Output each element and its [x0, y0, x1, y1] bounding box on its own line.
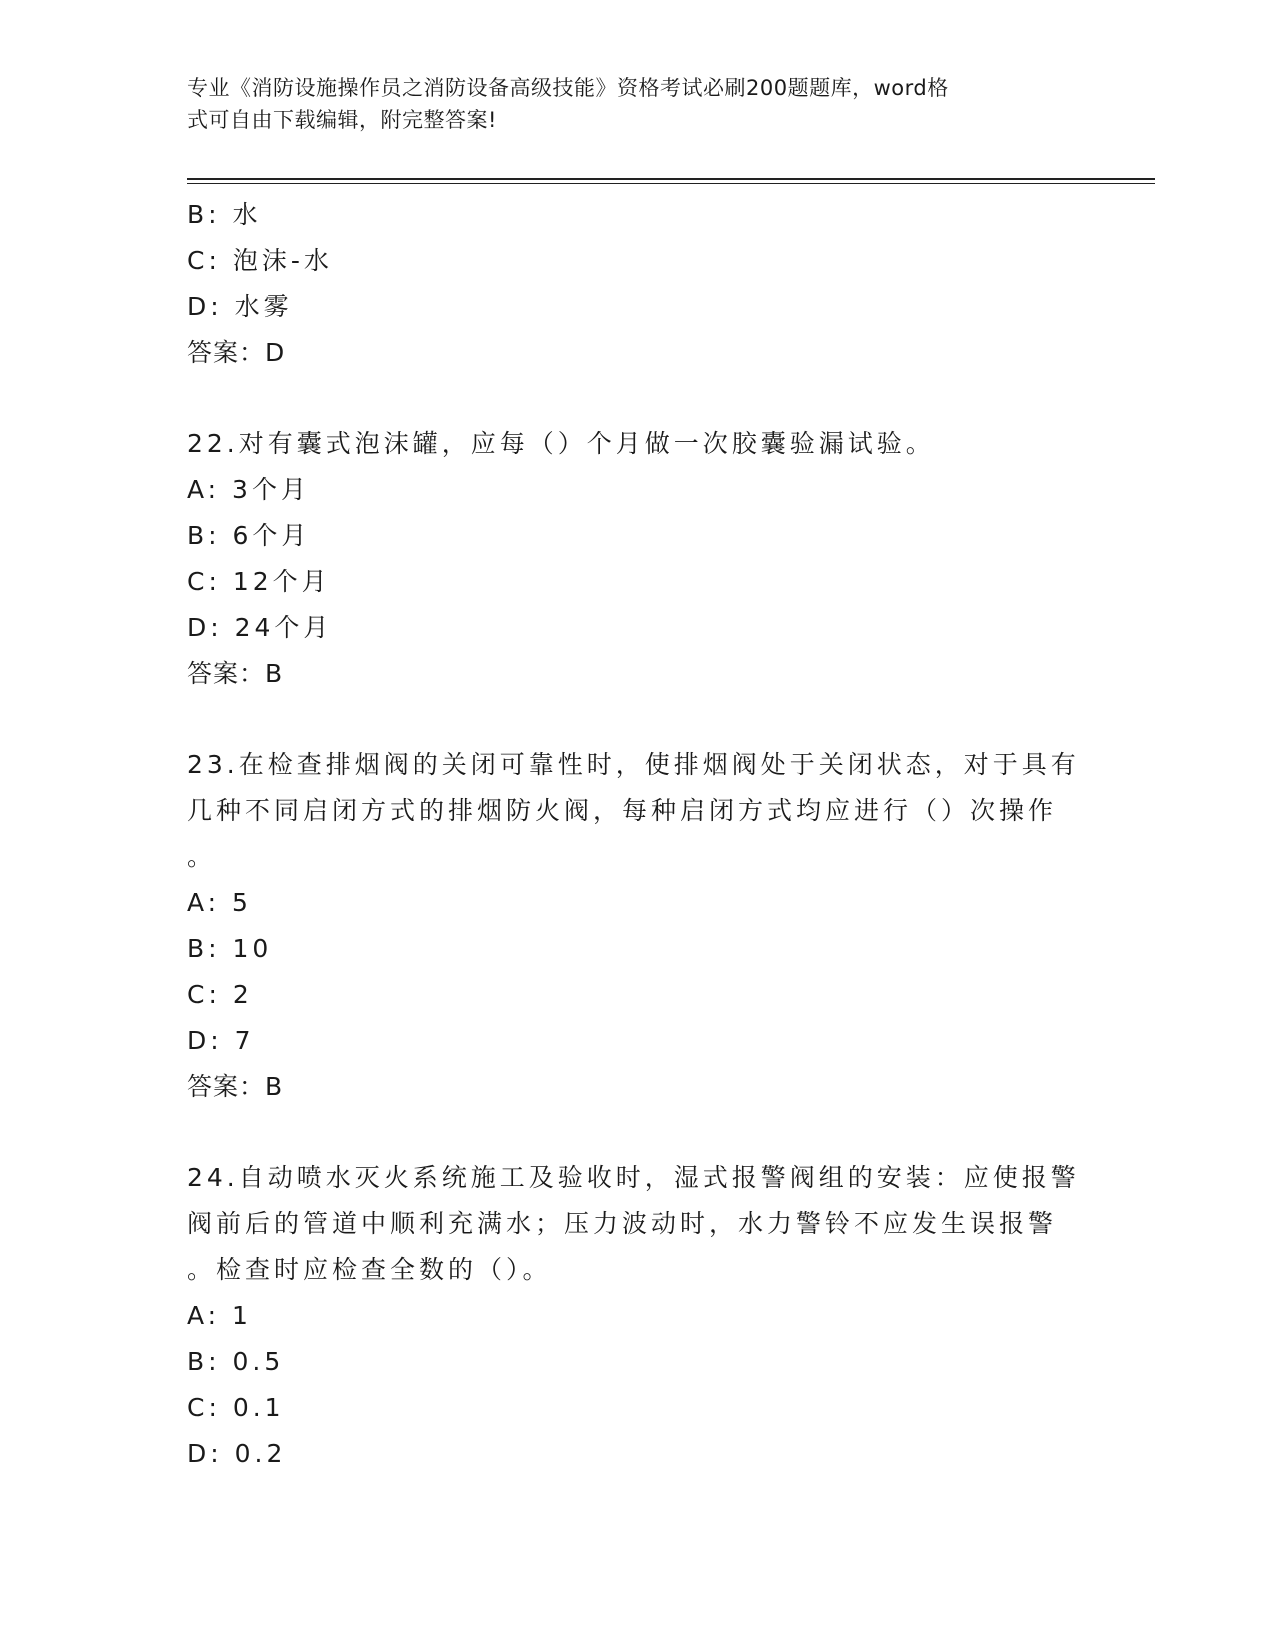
option-d: D: 24个月	[187, 613, 333, 642]
option-d: D: 水雾	[187, 292, 293, 321]
header-rule-thick	[187, 178, 1155, 180]
option-b: B: 0.5	[187, 1347, 285, 1376]
question-text-line-1: 24.自动喷水灭火系统施工及验收时，湿式报警阀组的安装：应使报警	[187, 1163, 1080, 1192]
option-c: C: 0.1	[187, 1393, 285, 1422]
option-d: D: 7	[187, 1026, 255, 1055]
option-b: B: 10	[187, 934, 273, 963]
option-d: D: 0.2	[187, 1439, 287, 1468]
option-b: B: 6个月	[187, 521, 311, 550]
question-23	[187, 742, 1087, 1110]
question-text-line-3: 。检查时应检查全数的（）。	[187, 1255, 552, 1284]
question-text-line-2: 几种不同启闭方式的排烟防火阀，每种启闭方式均应进行（）次操作	[187, 796, 1058, 825]
header-line-1: 专业《消防设施操作员之消防设备高级技能》资格考试必刷200题题库，word格	[187, 76, 949, 100]
option-c: C: 12个月	[187, 567, 331, 596]
option-a: A: 1	[187, 1301, 252, 1330]
answer-label: 答案：D	[187, 338, 286, 367]
question-text-line-3: 。	[187, 842, 217, 871]
option-b: B: 水	[187, 200, 262, 229]
header-rule-thin	[187, 183, 1155, 184]
question-list	[187, 192, 1087, 1477]
document-header	[187, 72, 1067, 136]
spacer	[187, 376, 1087, 421]
option-a: A: 5	[187, 888, 252, 917]
question-22	[187, 421, 1087, 697]
option-c: C: 2	[187, 980, 253, 1009]
question-21-continued	[187, 192, 1087, 376]
answer-label: 答案：B	[187, 1072, 284, 1101]
question-text-line-2: 阀前后的管道中顺利充满水；压力波动时，水力警铃不应发生误报警	[187, 1209, 1058, 1238]
question-text-line-1: 23.在检查排烟阀的关闭可靠性时，使排烟阀处于关闭状态，对于具有	[187, 750, 1080, 779]
question-text: 22.对有囊式泡沫罐，应每（）个月做一次胶囊验漏试验。	[187, 429, 935, 458]
header-line-2: 式可自由下载编辑，附完整答案!	[187, 108, 497, 132]
option-c: C: 泡沫-水	[187, 246, 333, 275]
spacer	[187, 1110, 1087, 1155]
spacer	[187, 697, 1087, 742]
option-a: A: 3个月	[187, 475, 310, 504]
question-24	[187, 1155, 1087, 1477]
answer-label: 答案：B	[187, 659, 284, 688]
